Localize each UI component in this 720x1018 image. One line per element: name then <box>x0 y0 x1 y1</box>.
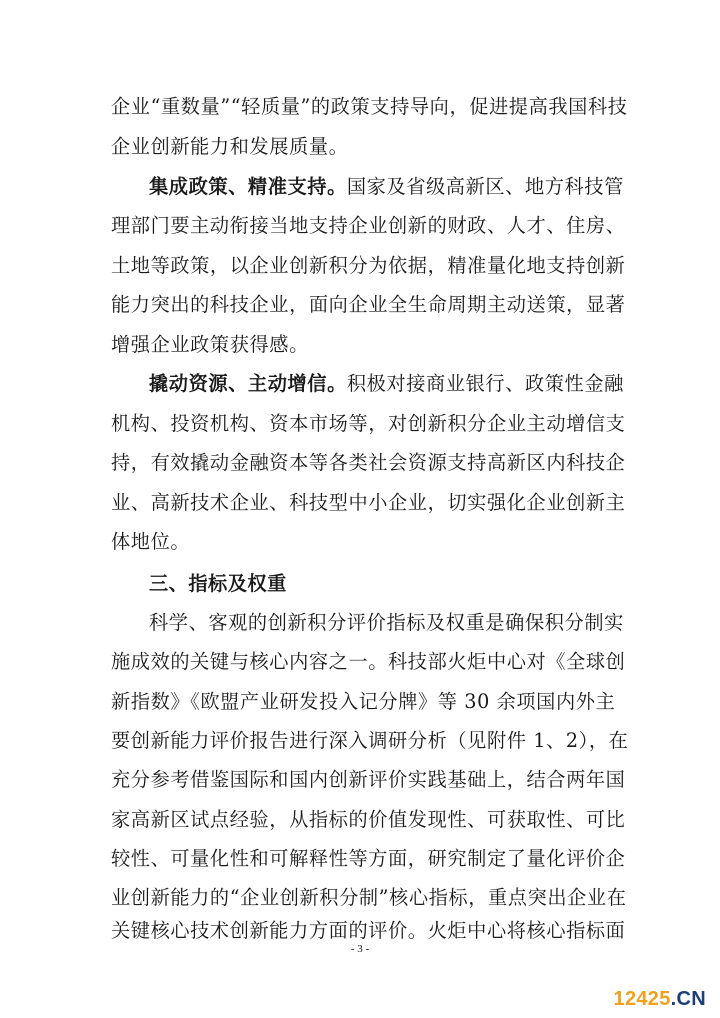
paragraph-line: 土地等政策，以企业创新积分为依据，精准量化地支持创新 <box>111 254 626 277</box>
paragraph-lead-heading: 撬动资源、主动增信。 <box>149 372 347 395</box>
paragraph-text: 国家及省级高新区、地方科技管 <box>346 175 624 198</box>
paragraph-line: 理部门要主动衔接当地支持企业创新的财政、人才、住房、 <box>111 214 626 237</box>
paragraph-line: 关键核心技术创新能力方面的评价。火炬中心将核心指标面 <box>111 919 626 942</box>
paragraph-line: 增强企业政策获得感。 <box>111 333 309 356</box>
paragraph-first-line: 科学、客观的创新积分评价指标及权重是确保积分制实 <box>149 611 624 634</box>
watermark-main-text: 12425 <box>613 988 671 1010</box>
paragraph-line: 施成效的关键与核心内容之一。科技部火炬中心对《全球创 <box>111 650 626 673</box>
paragraph-line: 要创新能力评价报告进行深入调研分析（见附件 1、2），在 <box>111 729 629 752</box>
paragraph-line: 新指数》《欧盟产业研发投入记分牌》等 30 余项国内外主 <box>111 690 616 713</box>
watermark-suffix-text: .CN <box>670 988 706 1010</box>
section-heading: 三、指标及权重 <box>149 572 287 595</box>
paragraph-line: 企业“重数量”“轻质量”的政策支持导向，促进提高我国科技 <box>111 95 628 118</box>
paragraph-line: 家高新区试点经验，从指标的价值发现性、可获取性、可比 <box>111 808 626 831</box>
paragraph-first-line <box>149 175 624 199</box>
paragraph-line: 体地位。 <box>111 530 191 553</box>
paragraph-line: 业创新能力的“企业创新积分制”核心指标，重点突出企业在 <box>111 886 627 909</box>
paragraph-line: 业、高新技术企业、科技型中小企业，切实强化企业创新主 <box>111 491 626 514</box>
paragraph-line: 较性、可量化性和可解释性等方面，研究制定了量化评价企 <box>111 847 626 870</box>
paragraph-line: 持，有效撬动金融资本等各类社会资源支持高新区内科技企 <box>111 451 626 474</box>
paragraph-line: 企业创新能力和发展质量。 <box>111 135 349 158</box>
paragraph-line: 充分参考借鉴国际和国内创新评价实践基础上，结合两年国 <box>111 768 626 791</box>
paragraph-first-line <box>149 372 624 396</box>
paragraph-text: 积极对接商业银行、政策性金融 <box>346 372 624 395</box>
paragraph-line: 机构、投资机构、资本市场等，对创新积分企业主动增信支 <box>111 412 626 435</box>
site-watermark <box>614 988 706 1010</box>
paragraph-line: 能力突出的科技企业，面向企业全生命周期主动送策，显著 <box>111 293 626 316</box>
page-number: - 3 - <box>350 943 370 955</box>
paragraph-lead-heading: 集成政策、精准支持。 <box>149 175 347 198</box>
